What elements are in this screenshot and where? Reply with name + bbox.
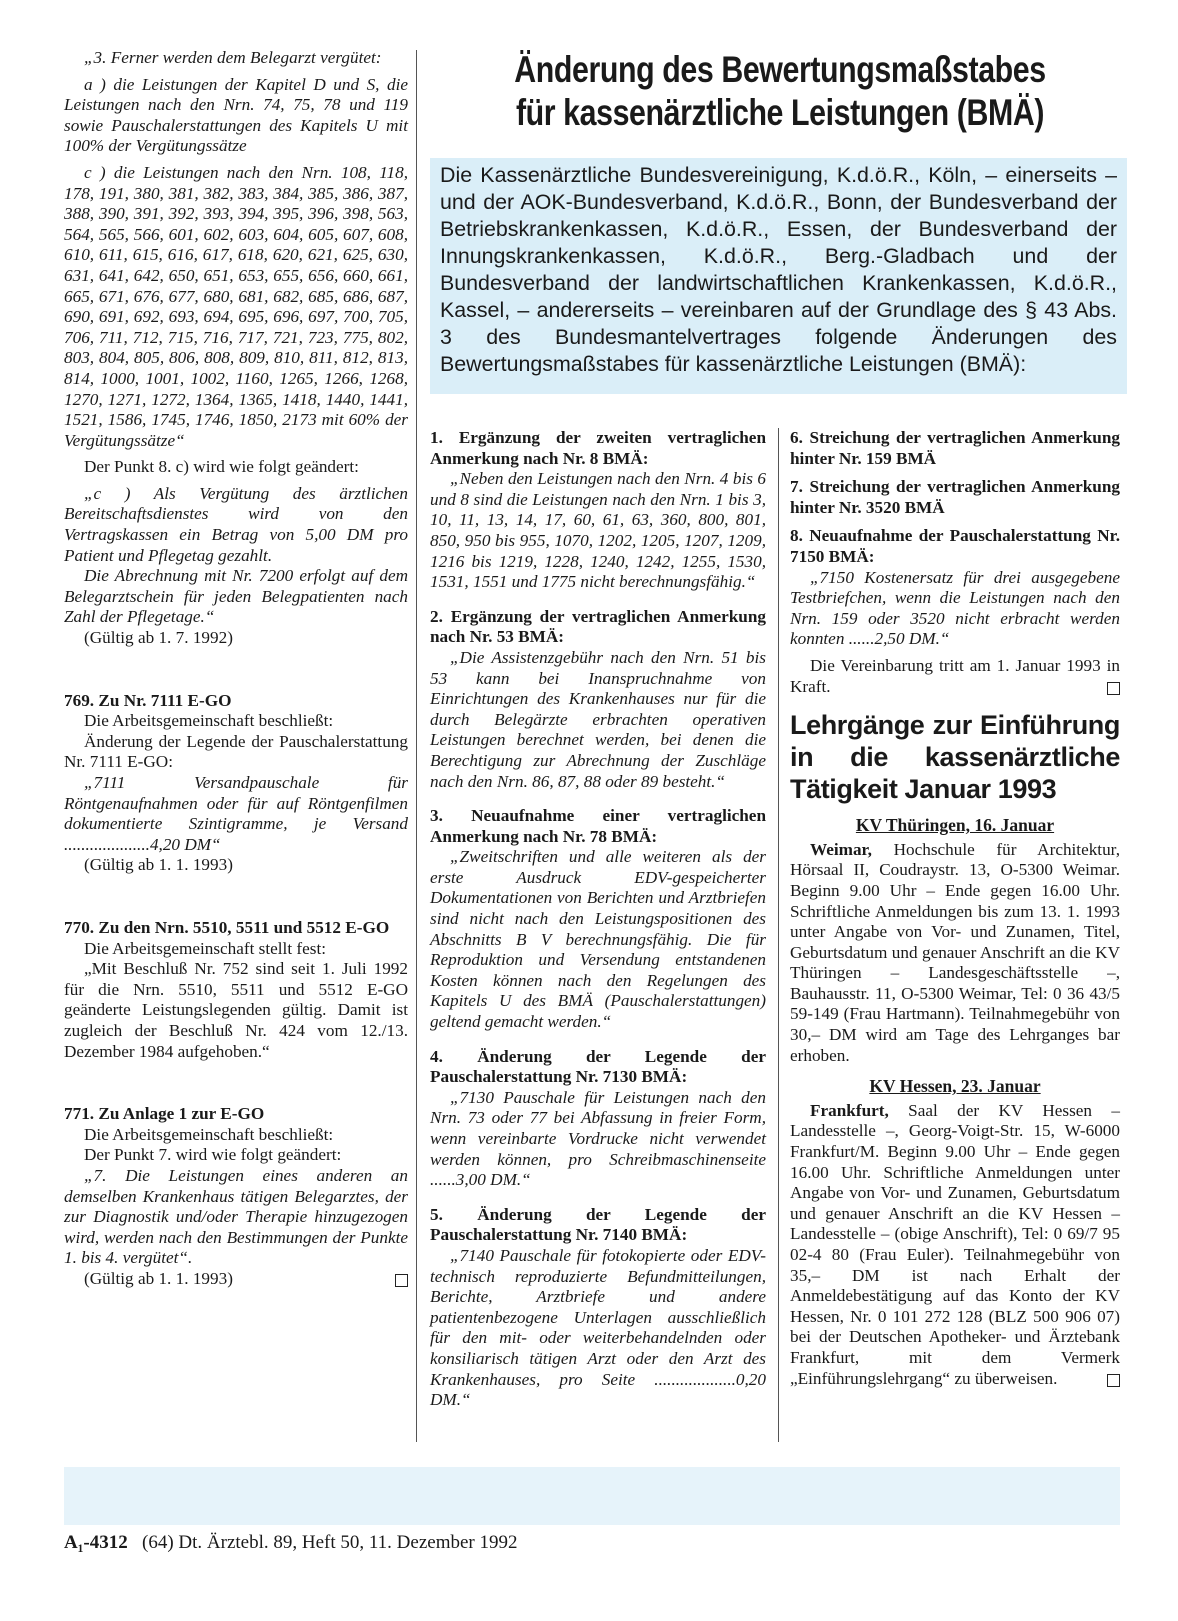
page-code: A₁-4312 [64, 1532, 128, 1553]
footer-band [64, 1467, 1120, 1525]
item-heading: 8. Neuaufnahme der Pauschalerstattung Nr. 7150 BMÄ: [790, 526, 1120, 566]
article-title [493, 48, 1067, 134]
page-footer [64, 1532, 518, 1554]
middle-column [430, 428, 766, 1417]
title-line: für kassenärztliche Leistungen (BMÄ) [515, 92, 1045, 133]
intro-box [430, 158, 1127, 394]
validity-note: (Gültig ab 1. 1. 1993) [84, 855, 233, 875]
section-heading: 770. Zu den Nrn. 5510, 5511 und 5512 E-GO [64, 917, 390, 937]
continued-paragraph: c ) die Leistungen nach den Nrn. 108, 118, 178, 191, 380, 381, 382, 383, 384, 385, 386, 387, 388, 390, 391, 392, 393, 394, 395, 396, 398, 563, 564, 565, 566, 601, 602, 603, 604, 605, 607, 608, 610, 611, 615, 616, 617, 618, 620, 621, 625, 630, 631, 641, 642, 650, 651, 653, 655, 656, 660, 661, 665, 671, 676, 677, 680, 681, 682, 685, 686, 687, 690, 691, 692, 693, 694, 695, 696, 697, 700, 705, 706, 711, 712, 715, 716, 717, 721, 723, 775, 802, 803, 804, 805, 806, 808, 809, 810, 811, 812, 813, 814, 1000, 1001, 1002, 1160, 1265, 1266, 1268, 1270, 1271, 1272, 1364, 1365, 1418, 1440, 1441, 1521, 1586, 1745, 1746, 1850, 2173 mit 60% der Vergütungssätze“ [64, 162, 408, 450]
quote: „c ) Als Vergütung des ärztlichen Bereitschaftsdienstes wird von den Vertragskassen ein Betrag von 5,00 DM pro Patient und Pflegetag gezahlt. [64, 483, 408, 565]
end-mark-icon [1107, 1374, 1120, 1387]
item-heading: 4. Änderung der Legende der Pauschalerstattung Nr. 7130 BMÄ: [430, 1046, 766, 1087]
item-heading: 7. Streichung der vertraglichen Anmerkung hinter Nr. 3520 BMÄ [790, 477, 1120, 517]
section-heading: 769. Zu Nr. 7111 E-GO [64, 690, 232, 710]
quote: „Zweitschriften und alle weiteren als der erste Ausdruck EDV-gespeicherter Dokumentationen von Berichten und Arztbriefen sind nicht nach den Leistungspositionen des Abschnitts B V berechnungsfähig. Die für Reproduktion und Versendung entstandenen Kosten können nach den Regelungen des Kapitels U des BMÄ (Pauschalerstattungen) geltend gemacht werden.“ [430, 847, 766, 1032]
course-heading: KV Hessen, 23. Januar [869, 1076, 1041, 1097]
end-mark-icon [395, 1274, 408, 1287]
quote: „7130 Pauschale für Leistungen nach den Nrn. 73 oder 77 bei Abfassung in freier Form, wenn vereinbarte Vordrucke nicht verwendet werden können, pro Schreibmaschinenseite ......3,00 DM.“ [430, 1087, 766, 1190]
quote: „7150 Kostenersatz für drei ausgegebene Testbriefchen, wenn die Leistungen nach den Nrn. 159 oder 3520 nicht erbracht werden konnten ......2,50 DM.“ [790, 567, 1120, 649]
quote: Die Abrechnung mit Nr. 7200 erfolgt auf dem Belegarztschein für jeden Belegpatienten nach Zahl der Pflegetage.“ [64, 566, 408, 627]
column-divider-right [778, 428, 779, 1442]
quote: „7111 Versandpauschale für Röntgenaufnahmen oder für auf Röntgenfilmen dokumentierte Szintigramme, je Versand ....................4,20 DM“ [64, 773, 408, 854]
left-column [64, 48, 408, 1295]
quote: „7140 Pauschale für fotokopierte oder EDV-technisch reproduzierte Befundmitteilungen, Berichte, Arztbriefe und andere patientenbezogene Unterlagen ausschließlich für den mit- oder weiterbehandelnden oder konsiliarisch tätigen Arzt oder den Arzt des Krankenhauses, pro Seite ...................0,20 DM.“ [430, 1245, 766, 1410]
effective-date-text: Die Vereinbarung tritt am 1. Januar 1993 in Kraft. [790, 655, 1120, 696]
paragraph: Der Punkt 8. c) wird wie folgt geändert: [84, 457, 359, 477]
validity-text: (Gültig ab 1. 1. 1993) [84, 1268, 233, 1288]
paragraph: Die Arbeitsgemeinschaft beschließt: [84, 711, 334, 731]
paragraph: Die Arbeitsgemeinschaft stellt fest: [84, 938, 326, 958]
course-details: Saal der KV Hessen – Landesstelle –, Georg-Voigt-Str. 15, W-6000 Frankfurt/M. Beginn 9.00 Uhr – Ende gegen 16.00 Uhr. Schriftliche Anmeldungen unter Angabe von Vor- und Zunamen, Geburtsdatum und genauer Anschrift an die KV Hessen – Landesstelle – (obige Anschrift), Tel: 0 69/7 95 02-4 80 (Frau Euler). Teilnahmegebühr von 35,– DM ist nach Erhalt der Anmeldebestätigung auf das Konto der KV Hessen, Nr. 0 101 272 128 (BLZ 500 906 07) bei der Deutschen Apotheker- und Ärztebank Frankfurt, mit dem Vermerk „Einführungslehrgang“ zu überweisen. [790, 1100, 1120, 1388]
continued-paragraph: „3. Ferner werden dem Belegarzt vergütet: [84, 48, 382, 67]
publication-info: (64) Dt. Ärztebl. 89, Heft 50, 11. Dezember 1992 [142, 1532, 518, 1553]
course-text [790, 1101, 1120, 1389]
paragraph: Der Punkt 7. wird wie folgt geändert: [84, 1145, 342, 1165]
course-heading: KV Thüringen, 16. Januar [855, 815, 1055, 836]
validity-note [64, 1269, 408, 1290]
course-place: Frankfurt, [810, 1100, 889, 1120]
item-heading: 6. Streichung der vertraglichen Anmerkung hinter Nr. 159 BMÄ [790, 428, 1120, 468]
paragraph: Änderung der Legende der Pauschalerstattung Nr. 7111 E-GO: [64, 731, 408, 772]
item-heading: 5. Änderung der Legende der Pauschalerstattung Nr. 7140 BMÄ: [430, 1204, 766, 1245]
course-text [790, 840, 1120, 1067]
section-heading: 771. Zu Anlage 1 zur E-GO [64, 1104, 265, 1124]
item-heading: 2. Ergänzung der vertraglichen Anmerkung nach Nr. 53 BMÄ: [430, 606, 766, 647]
intro-text: Die Kassenärztliche Bundesvereinigung, K.d.ö.R., Köln, – einerseits – und der AOK-Bundesverband, K.d.ö.R., Bonn, der Bundesverband der Betriebskrankenkassen, K.d.ö.R., Essen, der Bundesverband der Innungskrankenkassen, K.d.ö.R., Berg.-Gladbach und der Bundesverband der landwirtschaftlichen Krankenkassen, K.d.ö.R., Kassel, – andererseits – vereinbaren auf der Grundlage des § 43 Abs. 3 des Bundesmantelvertrages folgende Änderungen des Bewertungsmaßstabes für kassenärztliche Leistungen (BMÄ): [440, 163, 1117, 376]
quote: „Neben den Leistungen nach den Nrn. 4 bis 6 und 8 sind die Leistungen nach den Nrn. 1 bis 3, 10, 11, 13, 14, 17, 60, 61, 63, 360, 800, 801, 850, 950 bis 955, 1070, 1202, 1205, 1207, 1209, 1216 bis 1219, 1228, 1240, 1242, 1255, 1530, 1531, 1551 und 1775 nicht berechnungsfähig.“ [430, 469, 766, 592]
quote: „Die Assistenzgebühr nach den Nrn. 51 bis 53 kann bei Inanspruchnahme von Einrichtungen des Krankenhauses nur für die durch Belegärzte erbrachten operativen Leistungen berechnet werden, bei denen die Berechtigung zur Abrechnung der Zuschläge nach den Nrn. 86, 87, 88 oder 89 besteht.“ [430, 647, 766, 791]
item-heading: 3. Neuaufnahme einer vertraglichen Anmerkung nach Nr. 78 BMÄ: [430, 806, 766, 846]
item-heading: 1. Ergänzung der zweiten vertraglichen Anmerkung nach Nr. 8 BMÄ: [430, 428, 766, 468]
column-divider-left [416, 50, 417, 1442]
validity-note: (Gültig ab 1. 7. 1992) [84, 628, 233, 648]
section-title: Lehrgänge zur Einführung in die kassenärztliche Tätigkeit Januar 1993 [790, 710, 1120, 805]
paragraph: „Mit Beschluß Nr. 752 sind seit 1. Juli 1992 für die Nrn. 5510, 5511 und 5512 E-GO geänderte Leistungslegenden gültig. Damit ist zugleich der Beschluß Nr. 424 vom 12./13. Dezember 1984 aufgehoben.“ [64, 959, 408, 1061]
quote: „7. Die Leistungen eines anderen an demselben Krankenhaus tätigen Belegarztes, der zur Diagnostik und/oder Therapie hinzugezogen wird, werden nach den Bestimmungen der Punkte 1. bis 4. vergütet“. [64, 1165, 408, 1268]
title-line: Änderung des Bewertungsmaßstabes [514, 49, 1046, 90]
paragraph: Die Arbeitsgemeinschaft beschließt: [84, 1124, 334, 1144]
right-column [790, 428, 1120, 1395]
end-mark-icon [1107, 682, 1120, 695]
paragraph [790, 656, 1120, 697]
course-details: Hochschule für Architektur, Hörsaal II, Coudraystr. 13, O-5300 Weimar. Beginn 9.00 Uhr – Ende gegen 16.00 Uhr. Schriftliche Anmeldungen bis zum 13. 1. 1993 unter Angabe von Vor- und Zunamen, Titel, Geburtsdatum und genauer Anschrift an die KV Thüringen – Landesgeschäftsstelle –, Bauhausstr. 11, O-5300 Weimar, Tel: 0 36 43/5 59-149 (Frau Hartmann). Teilnahmegebühr von 30,– DM wird am Tage des Lehrganges bar erhoben. [790, 839, 1121, 1065]
continued-paragraph: a ) die Leistungen der Kapitel D und S, die Leistungen nach den Nrn. 74, 75, 78 und 119 sowie Pauschalerstattungen des Kapitels U mit 100% der Vergütungssätze [64, 74, 408, 156]
course-place: Weimar, [810, 839, 872, 859]
